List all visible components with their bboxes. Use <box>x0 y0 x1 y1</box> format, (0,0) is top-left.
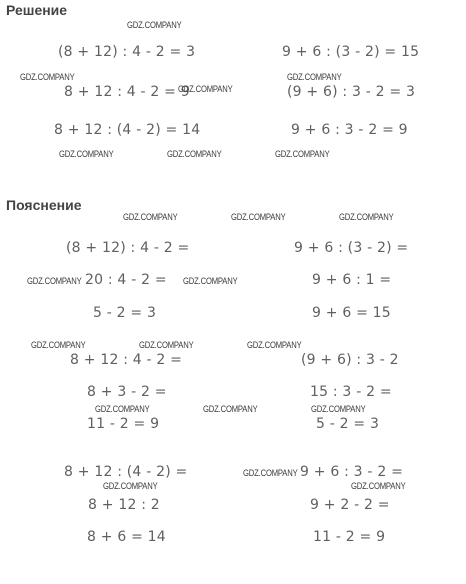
explanation-step: 5 - 2 = 3 <box>93 305 157 321</box>
explanation-step: 11 - 2 = 9 <box>87 416 160 432</box>
explanation-step: 9 + 6 = 15 <box>312 305 391 321</box>
watermark-text: GDZ.COMPANY <box>339 212 394 222</box>
explanation-step: 8 + 12 : 2 <box>88 497 160 513</box>
watermark-text: GDZ.COMPANY <box>20 72 75 82</box>
explanation-step: 9 + 2 - 2 = <box>310 497 390 513</box>
explanation-step: 15 : 3 - 2 = <box>310 384 392 400</box>
solution-equation: (8 + 12) : 4 - 2 = 3 <box>58 44 196 60</box>
explanation-step: (9 + 6) : 3 - 2 <box>301 352 399 368</box>
solution-equation: (9 + 6) : 3 - 2 = 3 <box>287 84 416 100</box>
solution-heading: Решение <box>6 2 68 18</box>
watermark-text: GDZ.COMPANY <box>183 276 238 286</box>
explanation-step: (8 + 12) : 4 - 2 = <box>66 240 190 256</box>
explanation-step: 9 + 6 : 1 = <box>312 272 392 288</box>
watermark-text: GDZ.COMPANY <box>27 276 82 286</box>
watermark-text: GDZ.COMPANY <box>275 149 330 159</box>
explanation-step: 8 + 12 : 4 - 2 = <box>70 352 183 368</box>
watermark-text: GDZ.COMPANY <box>139 340 194 350</box>
watermark-text: GDZ.COMPANY <box>31 340 86 350</box>
watermark-text: GDZ.COMPANY <box>247 340 302 350</box>
solution-equation: 9 + 6 : 3 - 2 = 9 <box>291 122 408 138</box>
explanation-step: 5 - 2 = 3 <box>316 416 380 432</box>
explanation-step: 8 + 6 = 14 <box>87 529 166 545</box>
watermark-text: GDZ.COMPANY <box>203 404 258 414</box>
solution-equation: 8 + 12 : 4 - 2 = 9 <box>64 84 190 100</box>
watermark-text: GDZ.COMPANY <box>178 84 233 94</box>
watermark-text: GDZ.COMPANY <box>95 404 150 414</box>
watermark-text: GDZ.COMPANY <box>167 149 222 159</box>
watermark-text: GDZ.COMPANY <box>311 404 366 414</box>
watermark-text: GDZ.COMPANY <box>59 149 114 159</box>
explanation-step: 11 - 2 = 9 <box>313 529 386 545</box>
explanation-step: 9 + 6 : 3 - 2 = <box>300 464 404 480</box>
explanation-step: 8 + 3 - 2 = <box>87 384 167 400</box>
watermark-text: GDZ.COMPANY <box>287 72 342 82</box>
explanation-heading: Пояснение <box>6 197 82 213</box>
explanation-step: 8 + 12 : (4 - 2) = <box>64 464 188 480</box>
watermark-text: GDZ.COMPANY <box>351 481 406 491</box>
watermark-text: GDZ.COMPANY <box>127 20 182 30</box>
watermark-text: GDZ.COMPANY <box>243 468 298 478</box>
watermark-text: GDZ.COMPANY <box>231 212 286 222</box>
explanation-step: 9 + 6 : (3 - 2) = <box>294 240 409 256</box>
solution-equation: 9 + 6 : (3 - 2) = 15 <box>282 44 420 60</box>
explanation-step: 20 : 4 - 2 = <box>85 272 167 288</box>
watermark-text: GDZ.COMPANY <box>123 212 178 222</box>
solution-equation: 8 + 12 : (4 - 2) = 14 <box>54 122 201 138</box>
watermark-text: GDZ.COMPANY <box>103 481 158 491</box>
